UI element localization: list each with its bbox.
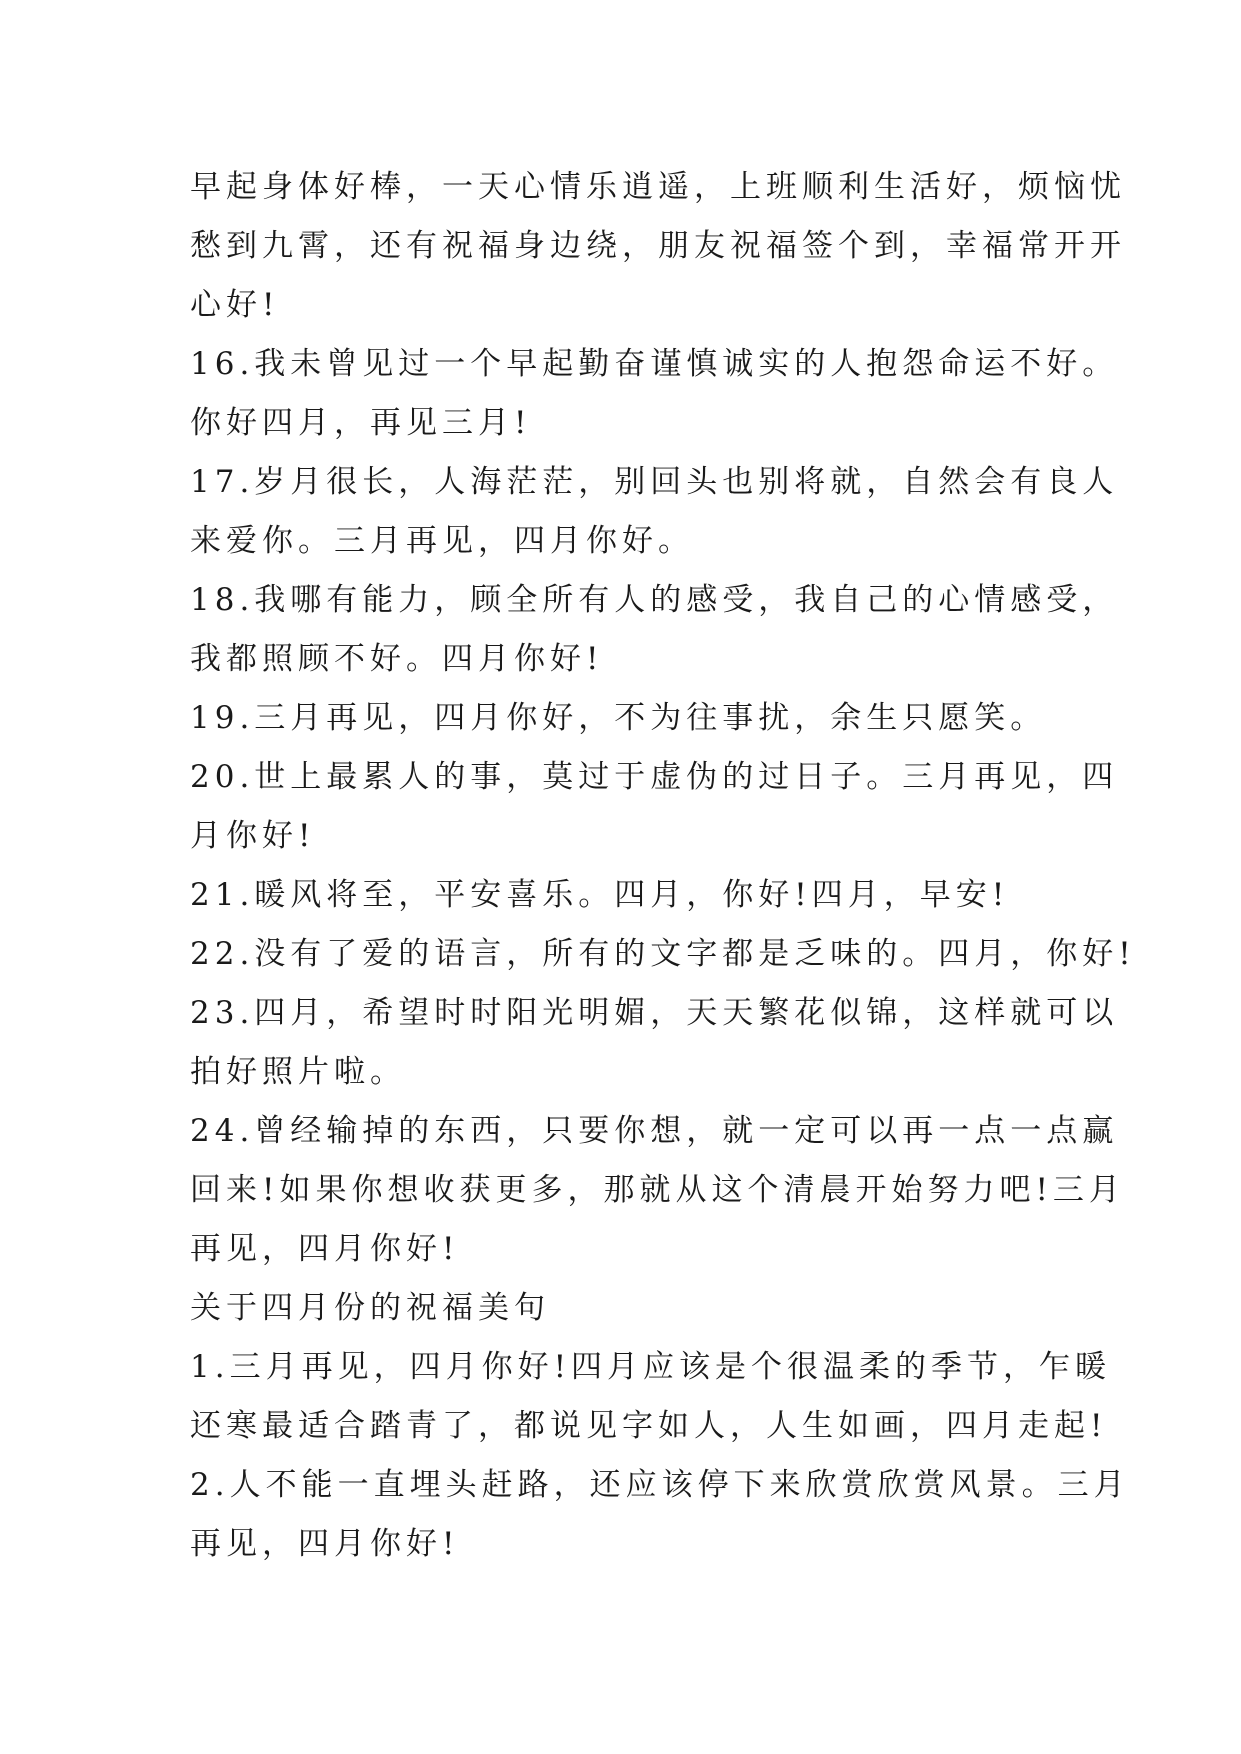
text-line: 愁到九霄，还有祝福身边绕，朋友祝福签个到，幸福常开开 <box>190 228 1126 264</box>
text-line: 21.暖风将至，平安喜乐。四月，你好!四月，早安! <box>190 877 1010 913</box>
text-line: 我都照顾不好。四月你好! <box>190 641 604 677</box>
text-line: 2.人不能一直埋头赶路，还应该停下来欣赏欣赏风景。三月 <box>190 1467 1130 1503</box>
text-line: 20.世上最累人的事，莫过于虚伪的过日子。三月再见，四 <box>190 759 1119 795</box>
text-line: 还寒最适合踏青了，都说见字如人，人生如画，四月走起! <box>190 1408 1108 1444</box>
text-line: 16.我未曾见过一个早起勤奋谨慎诚实的人抱怨命运不好。 <box>190 346 1119 382</box>
document-body <box>190 158 1136 1574</box>
text-line: 拍好照片啦。 <box>190 1054 406 1090</box>
text-line: 来爱你。三月再见，四月你好。 <box>190 523 694 559</box>
text-line: 回来!如果你想收获更多，那就从这个清晨开始努力吧!三月 <box>190 1172 1125 1208</box>
text-line: 18.我哪有能力，顾全所有人的感受，我自己的心情感受， <box>190 582 1119 618</box>
text-line: 19.三月再见，四月你好，不为往事扰，余生只愿笑。 <box>190 700 1047 736</box>
text-line: 早起身体好棒，一天心情乐逍遥，上班顺利生活好，烦恼忧 <box>190 169 1126 205</box>
text-line: 17.岁月很长，人海茫茫，别回头也别将就，自然会有良人 <box>190 464 1119 500</box>
text-line: 24.曾经输掉的东西，只要你想，就一定可以再一点一点赢 <box>190 1113 1119 1149</box>
text-line: 1.三月再见，四月你好!四月应该是个很温柔的季节，乍暖 <box>190 1349 1112 1385</box>
text-line: 你好四月，再见三月! <box>190 405 532 441</box>
section-heading: 关于四月份的祝福美句 <box>190 1290 550 1326</box>
text-line: 23.四月，希望时时阳光明媚，天天繁花似锦，这样就可以 <box>190 995 1119 1031</box>
text-line: 心好! <box>190 287 280 323</box>
text-line: 再见，四月你好! <box>190 1231 460 1267</box>
text-line: 再见，四月你好! <box>190 1526 460 1562</box>
text-line: 22.没有了爱的语言，所有的文字都是乏味的。四月，你好! <box>190 936 1136 972</box>
text-line: 月你好! <box>190 818 316 854</box>
